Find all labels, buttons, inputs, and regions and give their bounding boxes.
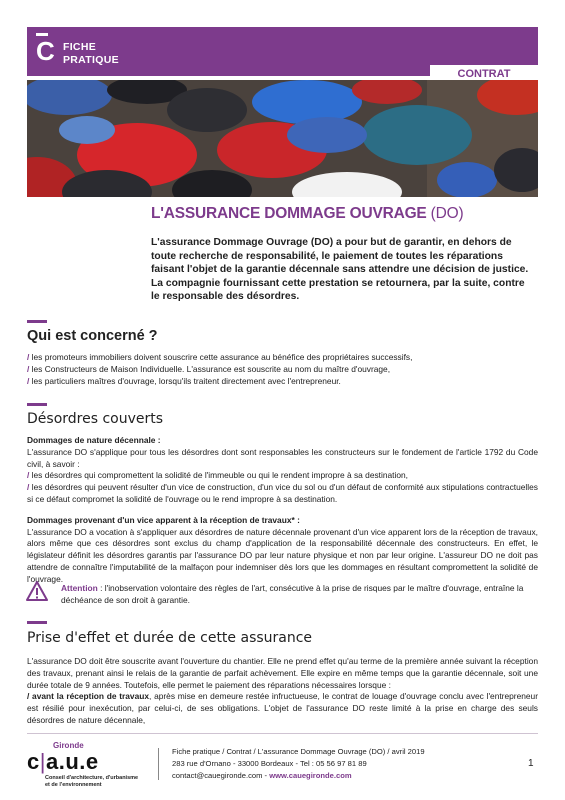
list-item-text: les promoteurs immobiliers doivent souscrire cette assurance au bénéfice des propriétaires successifs, (29, 352, 413, 362)
slash-bullet: / (27, 363, 30, 374)
fiche-pratique-label (63, 41, 119, 67)
list-item-text: les désordres qui peuvent résulter d'un vice de construction, d'un vice du sol ou d'un défaut de conformité aux stipulations contractuelles si ce défaut compromet la solidité de l'ouvrage ou le rend impropre à sa destination. (27, 482, 538, 504)
footer-divider (27, 733, 538, 734)
section1-accent-bar (27, 320, 47, 323)
section3-accent-bar (27, 621, 47, 624)
footer-separator (158, 748, 159, 780)
caue-logo-bar: | (39, 749, 46, 774)
section3-title: Prise d'effet et durée de cette assurance (27, 630, 313, 646)
fiche-line2: PRATIQUE (63, 54, 119, 66)
slash-bullet: / (27, 470, 30, 481)
header-bar (27, 27, 538, 80)
section1-list (27, 352, 538, 387)
caue-logo-c: c (27, 749, 40, 774)
section2-title: Désordres couverts (27, 411, 164, 427)
section2-paragraph-2: L'assurance DO a vocation à s'appliquer aux désordres de nature décennale provenant d'un vice apparent lors de la réception de travaux, alors même que ces désordres sont exclus du champ d'application de la responsabilité décennale des constructeurs. En effet, le législateur définit les désordres garantis par l'assurance DO par leur nature physique et non par leur origine. L'assureur DO ne doit pas attendre de connaître l'imputabilité de la malfaçon pour indemniser dès lors que les dommages en résultant compromettent la solidité de l'ouvrage. (27, 526, 538, 584)
attention-note (61, 583, 538, 607)
umbrellas-illustration (27, 80, 538, 197)
caue-logo-aue: a.u.e (45, 749, 99, 774)
list-item (27, 470, 538, 482)
c-logo: C (36, 36, 55, 66)
section2-subtitle-2: Dommages provenant d'un vice apparent à la réception de travaux* : (27, 514, 300, 525)
list-item (27, 376, 538, 388)
section1-title: Qui est concerné ? (27, 328, 158, 344)
list-item-bold: / avant la réception de travaux (27, 691, 150, 702)
page-title (151, 205, 463, 223)
intro-p2: La compagnie fournissant cette prestation se retournera, par la suite, contre le responsable des désordres. (151, 277, 525, 303)
list-item-text: les Constructeurs de Maison Individuelle. L'assurance est souscrite au nom du maître d'ouvrage, (29, 363, 391, 374)
footer-info (172, 746, 425, 782)
category-tab: CONTRAT (430, 63, 538, 83)
section2-subtitle-1: Dommages de nature décennale : (27, 435, 161, 445)
footer-url-link[interactable]: www.cauegironde.com (269, 771, 352, 780)
page-number: 1 (528, 758, 534, 769)
section3-body (27, 656, 538, 727)
caue-logo-region: Gironde (53, 741, 84, 750)
list-item-text: , après mise en demeure restée infructueuse, le contrat de louage d'ouvrage conclu avec l'entrepreneur est résilié pour inexécution, par celui-ci, de ses obligations. L'objet de l'assurance DO reste limité à la prise en charge des seuls désordres de nature décennale, (27, 691, 538, 725)
list-item (27, 364, 538, 376)
footer-line2: 283 rue d'Ornano - 33000 Bordeaux - Tel : 05 56 97 81 89 (172, 759, 367, 768)
slash-bullet: / (27, 352, 30, 362)
section3-paragraph-1: L'assurance DO doit être souscrite avant l'ouverture du chantier. Elle ne prend effet qu'au terme de la première année suivant la réception des travaux, prenant ainsi le relais de la garantie de parfait achèvement. Elle expire en même temps que la garantie décennale, soit une durée totale de 9 années. Toutefois, elle permet le paiement des réparations nécessaires lorsque : (27, 656, 538, 690)
footer-email[interactable]: contact@cauegironde.com - (172, 771, 270, 780)
attention-keyword: Attention (61, 583, 98, 593)
intro-p1: L'assurance Dommage Ouvrage (DO) a pour but de garantir, en dehors de toute recherche de responsabilité, le paiement de toutes les réparations faisant l'objet de la garantie décennale sans attendre une décision de justice. (151, 237, 529, 276)
title-acronym: (DO) (426, 205, 464, 222)
list-item-text: les désordres qui compromettent la solidité de l'immeuble ou qui le rendent impropre à sa destination, (29, 470, 409, 481)
fiche-line1: FICHE (63, 41, 96, 53)
list-item (27, 482, 538, 506)
section2-accent-bar (27, 403, 47, 406)
footer-line1: Fiche pratique / Contrat / L'assurance Dommage Ouvrage (DO) / avril 2019 (172, 747, 425, 756)
slash-bullet: / (27, 375, 30, 386)
caue-logo-subtitle (45, 775, 155, 788)
list-item-text: les particuliers maîtres d'ouvrage, lorsqu'ils traitent directement avec l'entrepreneur. (29, 375, 341, 386)
title-main: L'ASSURANCE DOMMAGE OUVRAGE (151, 205, 427, 222)
caue-logo-subtitle-2: et de l'environnement (45, 781, 102, 788)
footer-line3 (172, 770, 425, 782)
list-item (27, 352, 538, 364)
section2-body (27, 435, 538, 586)
list-item (27, 691, 538, 726)
warning-icon (26, 580, 48, 602)
umbrellas-photo (27, 80, 538, 197)
attention-text: : l'inobservation volontaire des règles de l'art, consécutive à la prise de risques par le maître d'ouvrage, entraîne la déchéance de son droit à garantie. (61, 583, 524, 605)
caue-logo-subtitle-1: Conseil d'architecture, d'urbanisme (45, 775, 139, 781)
section2-paragraph-1: L'assurance DO s'applique pour tous les désordres dont sont responsables les constructeurs sur le fondement de l'article 1792 du Code civil, à savoir : (27, 446, 538, 469)
intro-paragraph (151, 236, 536, 304)
caue-logo (27, 749, 99, 775)
slash-bullet: / (27, 482, 30, 493)
